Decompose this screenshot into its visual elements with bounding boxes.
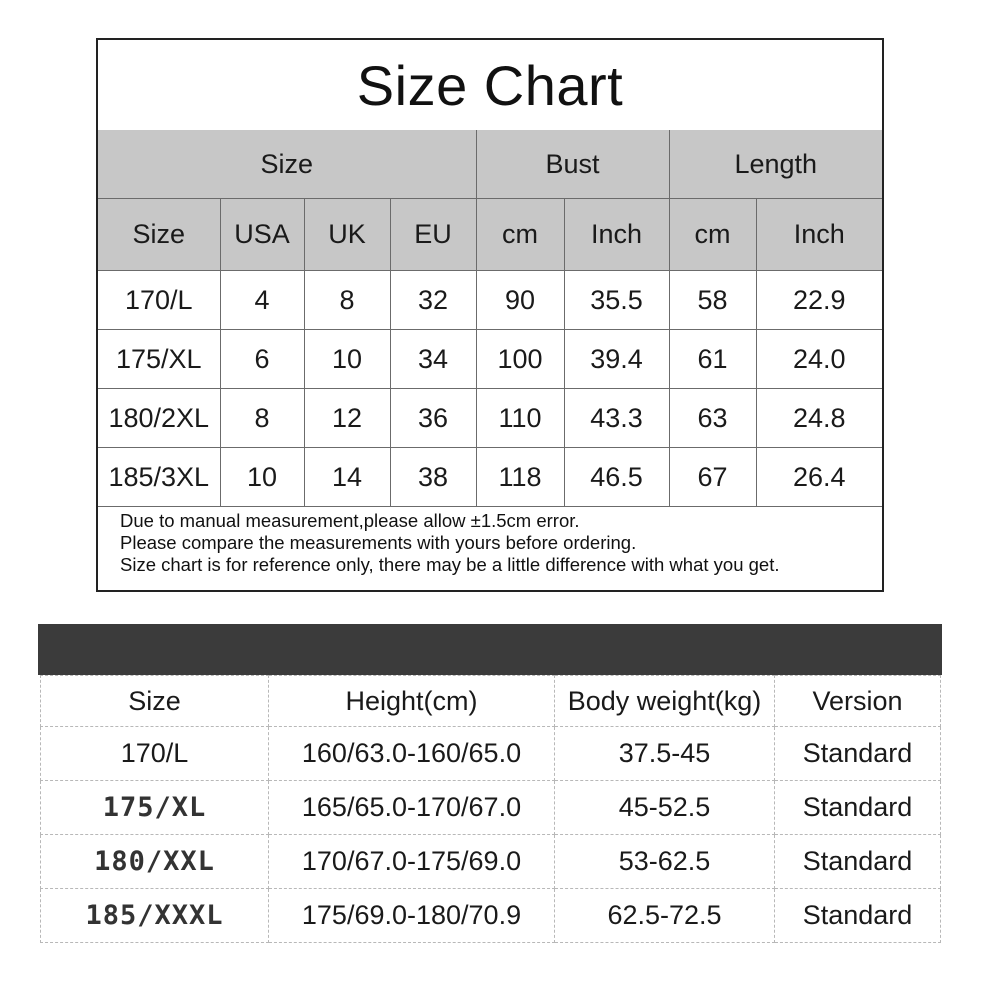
table-cell: 53-62.5 — [555, 835, 775, 889]
table-row — [41, 889, 941, 943]
group-bust-header: Bust — [476, 130, 669, 199]
group-size-header: Size — [98, 130, 476, 199]
table-cell: 175/69.0-180/70.9 — [269, 889, 555, 943]
table-cell: 90 — [476, 271, 564, 330]
column-header: Body weight(kg) — [555, 676, 775, 727]
table-cell: 118 — [476, 448, 564, 507]
table-cell: 170/L — [98, 271, 220, 330]
table-cell: 110 — [476, 389, 564, 448]
table-cell: 160/63.0-160/65.0 — [269, 727, 555, 781]
table-cell: 36 — [390, 389, 476, 448]
measurement-notes — [120, 510, 880, 576]
column-header: EU — [390, 199, 476, 271]
table-cell: 22.9 — [756, 271, 882, 330]
column-header: Size — [41, 676, 269, 727]
table-cell: Standard — [775, 889, 941, 943]
column-header-row — [98, 199, 882, 271]
table-cell: 24.8 — [756, 389, 882, 448]
table-row — [98, 389, 882, 448]
table-row — [41, 781, 941, 835]
column-header: Inch — [756, 199, 882, 271]
table-cell: 10 — [220, 448, 304, 507]
table-cell: 38 — [390, 448, 476, 507]
column-header: Version — [775, 676, 941, 727]
table-cell: 170/67.0-175/69.0 — [269, 835, 555, 889]
table-cell: 46.5 — [564, 448, 669, 507]
table-cell: 180/2XL — [98, 389, 220, 448]
table-cell: 43.3 — [564, 389, 669, 448]
note-line: Please compare the measurements with yours before ordering. — [120, 532, 637, 553]
table-row — [41, 835, 941, 889]
table-cell: 14 — [304, 448, 390, 507]
note-line: Size chart is for reference only, there may be a little difference with what you get. — [120, 554, 780, 575]
table-cell: 175/XL — [98, 330, 220, 389]
column-header-row — [41, 676, 941, 727]
height-weight-grid — [40, 675, 941, 943]
table-row — [98, 330, 882, 389]
table-cell: 26.4 — [756, 448, 882, 507]
column-header: USA — [220, 199, 304, 271]
table-cell: 170/L — [41, 727, 269, 781]
table-cell: 67 — [669, 448, 756, 507]
column-header: UK — [304, 199, 390, 271]
group-header-row — [98, 130, 882, 199]
table-cell: 100 — [476, 330, 564, 389]
table-cell: 10 — [304, 330, 390, 389]
table-cell: 8 — [304, 271, 390, 330]
table-cell: Standard — [775, 781, 941, 835]
column-header: Inch — [564, 199, 669, 271]
table-cell: 180/XXL — [41, 835, 269, 889]
table-cell: 34 — [390, 330, 476, 389]
note-line: Due to manual measurement,please allow ±1.5cm error. — [120, 510, 580, 531]
table-row — [41, 727, 941, 781]
table-cell: 4 — [220, 271, 304, 330]
column-header: cm — [669, 199, 756, 271]
table-cell: 62.5-72.5 — [555, 889, 775, 943]
table-cell: 63 — [669, 389, 756, 448]
table-cell: 185/XXXL — [41, 889, 269, 943]
group-length-header: Length — [669, 130, 882, 199]
table-cell: 32 — [390, 271, 476, 330]
table-cell: 39.4 — [564, 330, 669, 389]
table-cell: 35.5 — [564, 271, 669, 330]
column-header: Height(cm) — [269, 676, 555, 727]
table-cell: 61 — [669, 330, 756, 389]
table-cell: 6 — [220, 330, 304, 389]
column-header: cm — [476, 199, 564, 271]
table-cell: Standard — [775, 835, 941, 889]
height-weight-table — [38, 624, 942, 948]
table-row — [98, 271, 882, 330]
size-chart-grid — [98, 130, 882, 507]
table-cell: 8 — [220, 389, 304, 448]
size-chart-table — [96, 38, 884, 592]
table-cell: 185/3XL — [98, 448, 220, 507]
header-bar — [38, 624, 942, 675]
table-cell: 175/XL — [41, 781, 269, 835]
table-cell: 37.5-45 — [555, 727, 775, 781]
table-cell: 12 — [304, 389, 390, 448]
table-cell: 165/65.0-170/67.0 — [269, 781, 555, 835]
column-header: Size — [98, 199, 220, 271]
table-cell: 45-52.5 — [555, 781, 775, 835]
table-cell: Standard — [775, 727, 941, 781]
table-row — [98, 448, 882, 507]
table-cell: 58 — [669, 271, 756, 330]
chart-title: Size Chart — [356, 53, 624, 117]
table-cell: 24.0 — [756, 330, 882, 389]
